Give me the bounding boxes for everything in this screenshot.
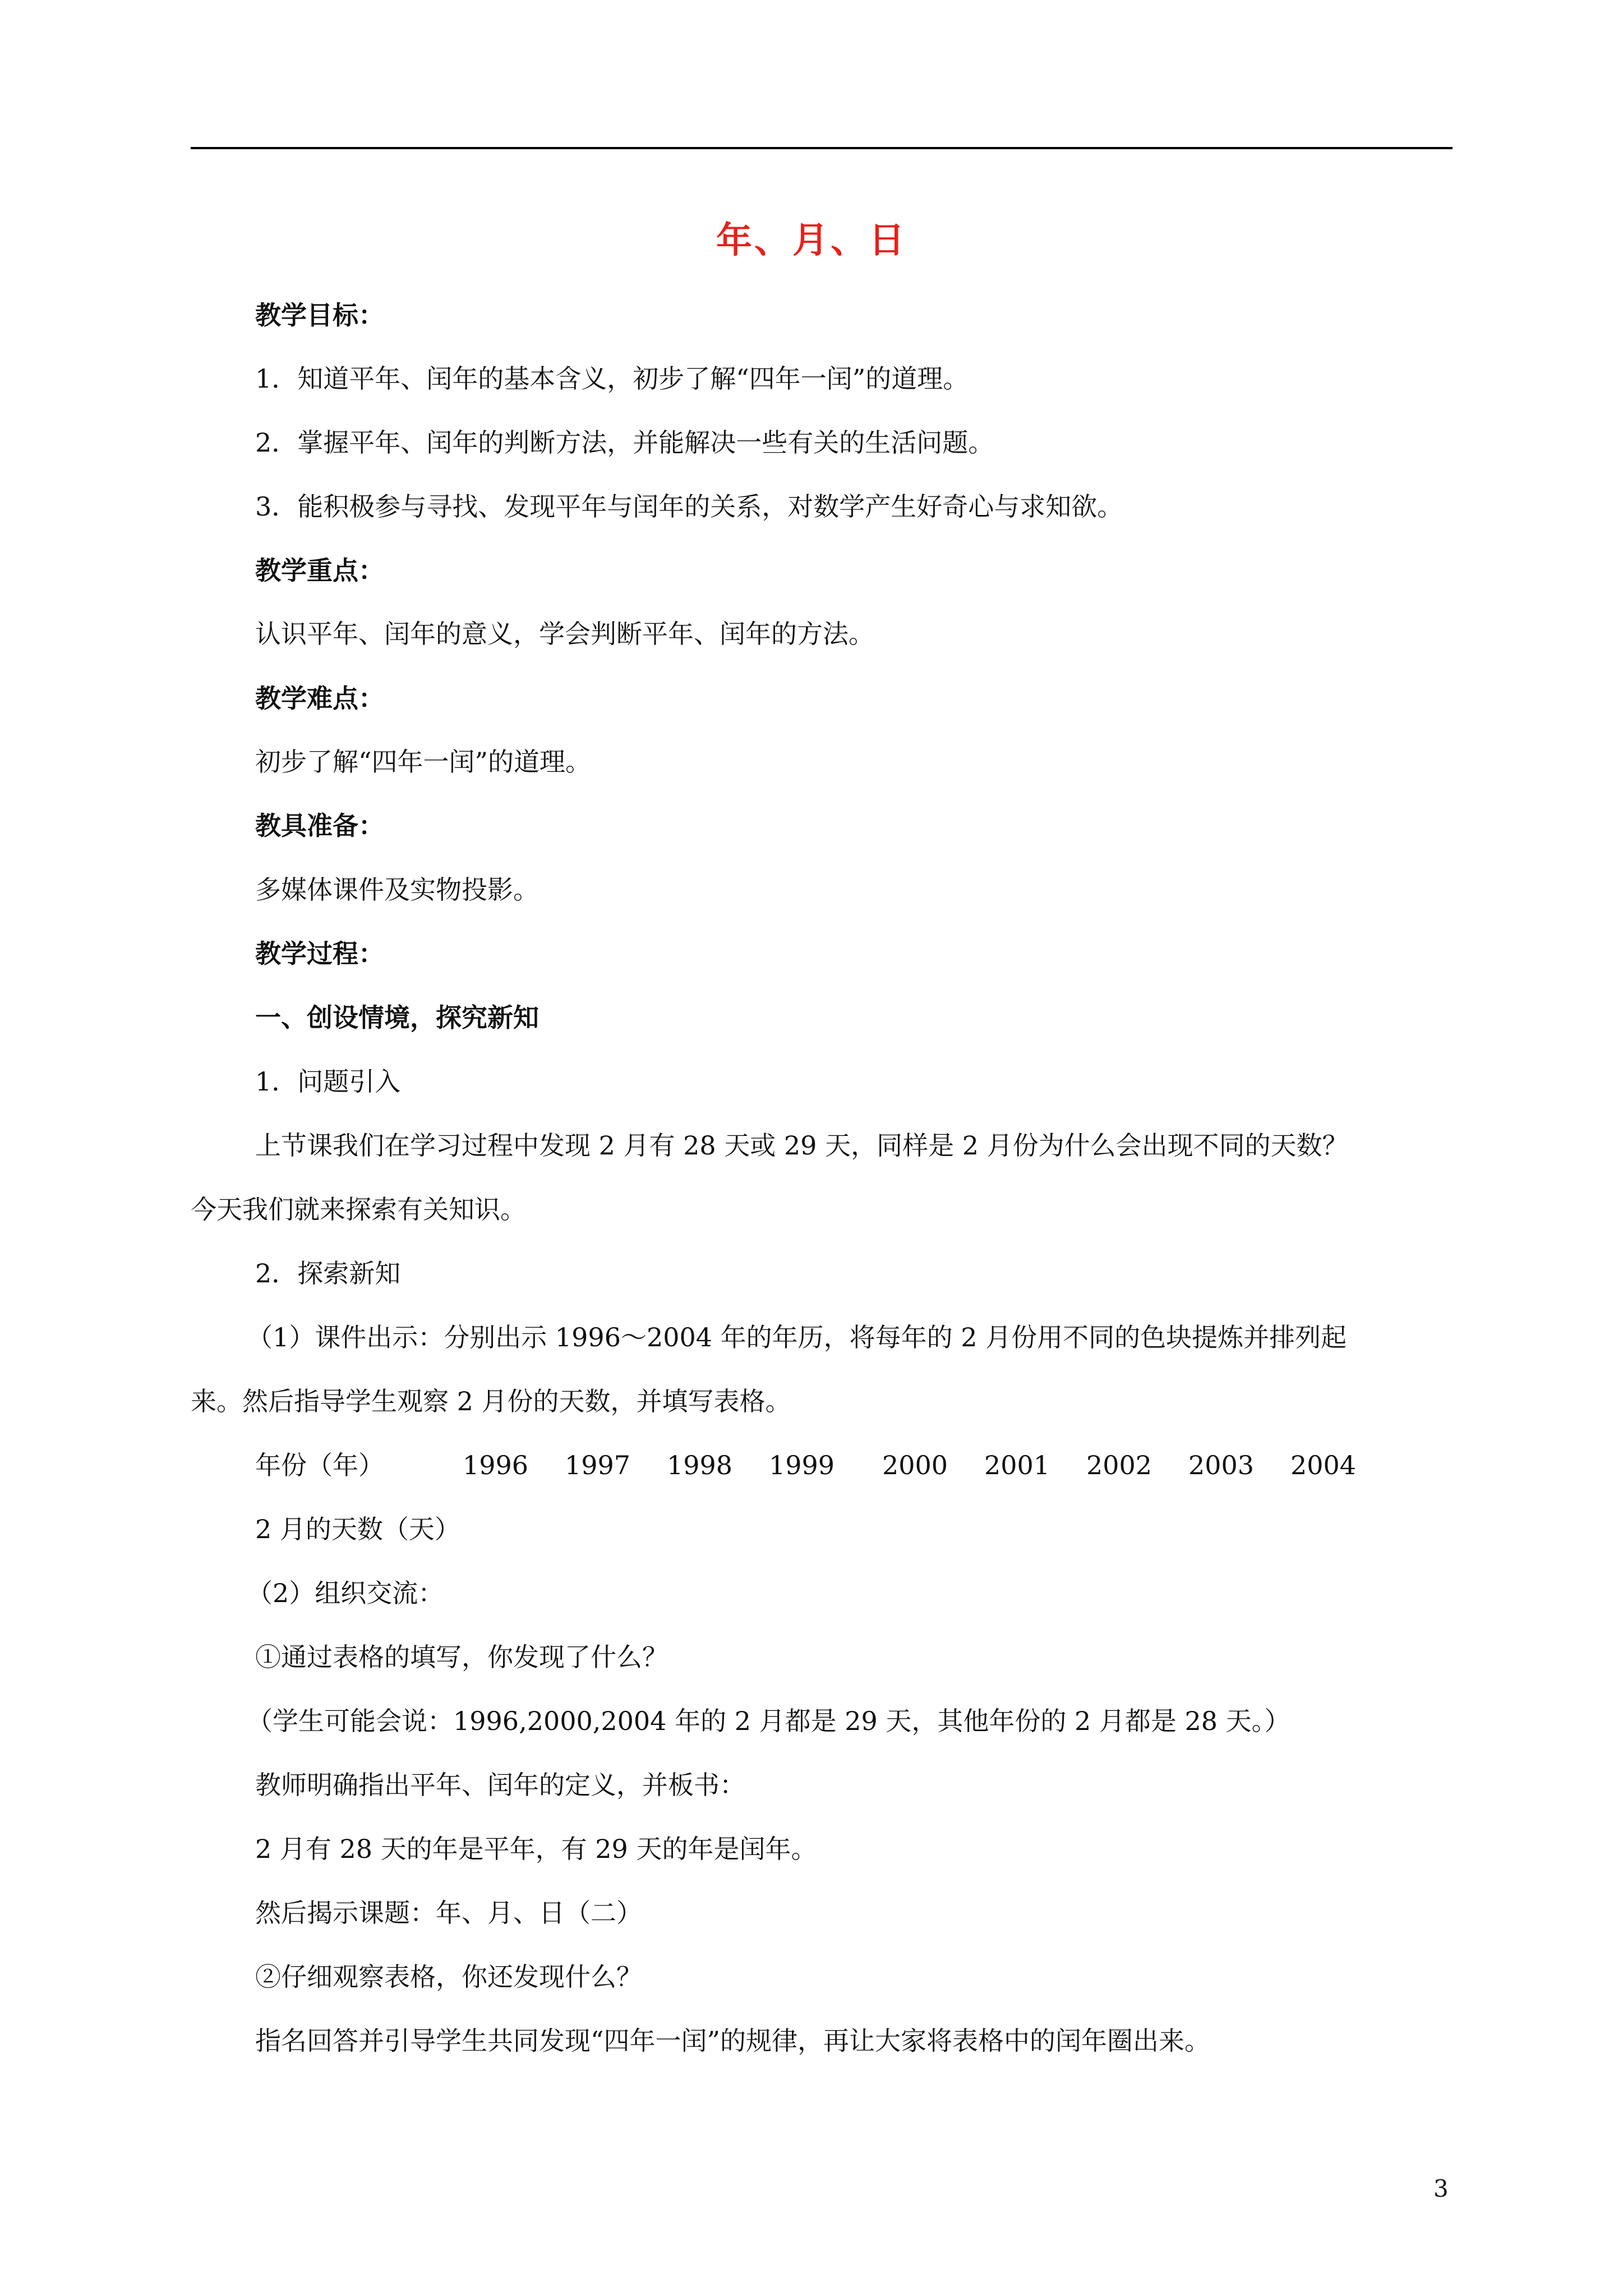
year-table-row <box>255 1447 1393 1483</box>
courseware-line-1: （1）课件出示：分别出示 1996～2004 年的年历，将每年的 2 月份用不同的色块提炼并排列起 <box>247 1322 1347 1352</box>
process-heading: 教学过程： <box>255 938 384 969</box>
header-rule <box>191 147 1453 149</box>
section-1-heading: 一、创设情境，探究新知 <box>255 1002 539 1033</box>
year-cell: 1999 <box>769 1450 835 1480</box>
step-1-title: 1．问题引入 <box>255 1066 401 1097</box>
question-2-guide: 指名回答并引导学生共同发现“四年一闰”的规律，再让大家将表格中的闰年圈出来。 <box>255 2026 1211 2056</box>
difficulty-heading: 教学难点： <box>255 683 384 714</box>
step-2-title: 2．探索新知 <box>255 1258 401 1289</box>
exchange-title: （2）组织交流： <box>247 1578 444 1608</box>
definition: 2 月有 28 天的年是平年，有 29 天的年是闰年。 <box>255 1834 817 1864</box>
year-cell: 2001 <box>984 1450 1050 1480</box>
step-1-line-2: 今天我们就来探索有关知识。 <box>191 1194 526 1225</box>
year-cell: 2000 <box>882 1450 948 1480</box>
objective-item-2: 2．掌握平年、闰年的判断方法，并能解决一些有关的生活问题。 <box>255 427 994 458</box>
year-cell: 2002 <box>1086 1450 1152 1480</box>
key-point-text: 认识平年、闰年的意义，学会判断平年、闰年的方法。 <box>255 619 874 649</box>
teacher-note: 教师明确指出平年、闰年的定义，并板书： <box>255 1770 745 1800</box>
materials-heading: 教具准备： <box>255 811 384 841</box>
page-number: 3 <box>1433 2175 1449 2202</box>
question-1: ①通过表格的填写，你发现了什么？ <box>255 1642 668 1672</box>
step-1-line-1: 上节课我们在学习过程中发现 2 月有 28 天或 29 天，同样是 2 月份为什么会出现不同的天数？ <box>255 1130 1348 1161</box>
objectives-heading: 教学目标： <box>255 300 384 330</box>
question-1-answer: （学生可能会说：1996,2000,2004 年的 2 月都是 29 天，其他年份的 2 月都是 28 天。） <box>247 1706 1290 1736</box>
difficulty-text: 初步了解“四年一闰”的道理。 <box>255 747 592 777</box>
year-cell: 2003 <box>1188 1450 1255 1480</box>
days-label: 2 月的天数（天） <box>255 1514 460 1544</box>
reveal-topic: 然后揭示课题：年、月、日（二） <box>255 1898 642 1928</box>
question-2: ②仔细观察表格，你还发现什么？ <box>255 1962 642 1992</box>
key-point-heading: 教学重点： <box>255 555 384 586</box>
courseware-line-2: 来。然后指导学生观察 2 月份的天数，并填写表格。 <box>191 1386 791 1416</box>
objective-item-1: 1．知道平年、闰年的基本含义，初步了解“四年一闰”的道理。 <box>255 364 969 394</box>
year-cell: 1996 <box>463 1450 529 1480</box>
page-title: 年、月、日 <box>716 219 907 261</box>
objective-item-3: 3．能积极参与寻找、发现平年与闰年的关系，对数学产生好奇心与求知欲。 <box>255 491 1123 522</box>
year-cell: 1998 <box>667 1450 733 1480</box>
year-cell: 2004 <box>1290 1450 1357 1480</box>
year-cell: 1997 <box>565 1450 631 1480</box>
year-label: 年份（年） <box>255 1450 384 1480</box>
materials-text: 多媒体课件及实物投影。 <box>255 875 539 905</box>
